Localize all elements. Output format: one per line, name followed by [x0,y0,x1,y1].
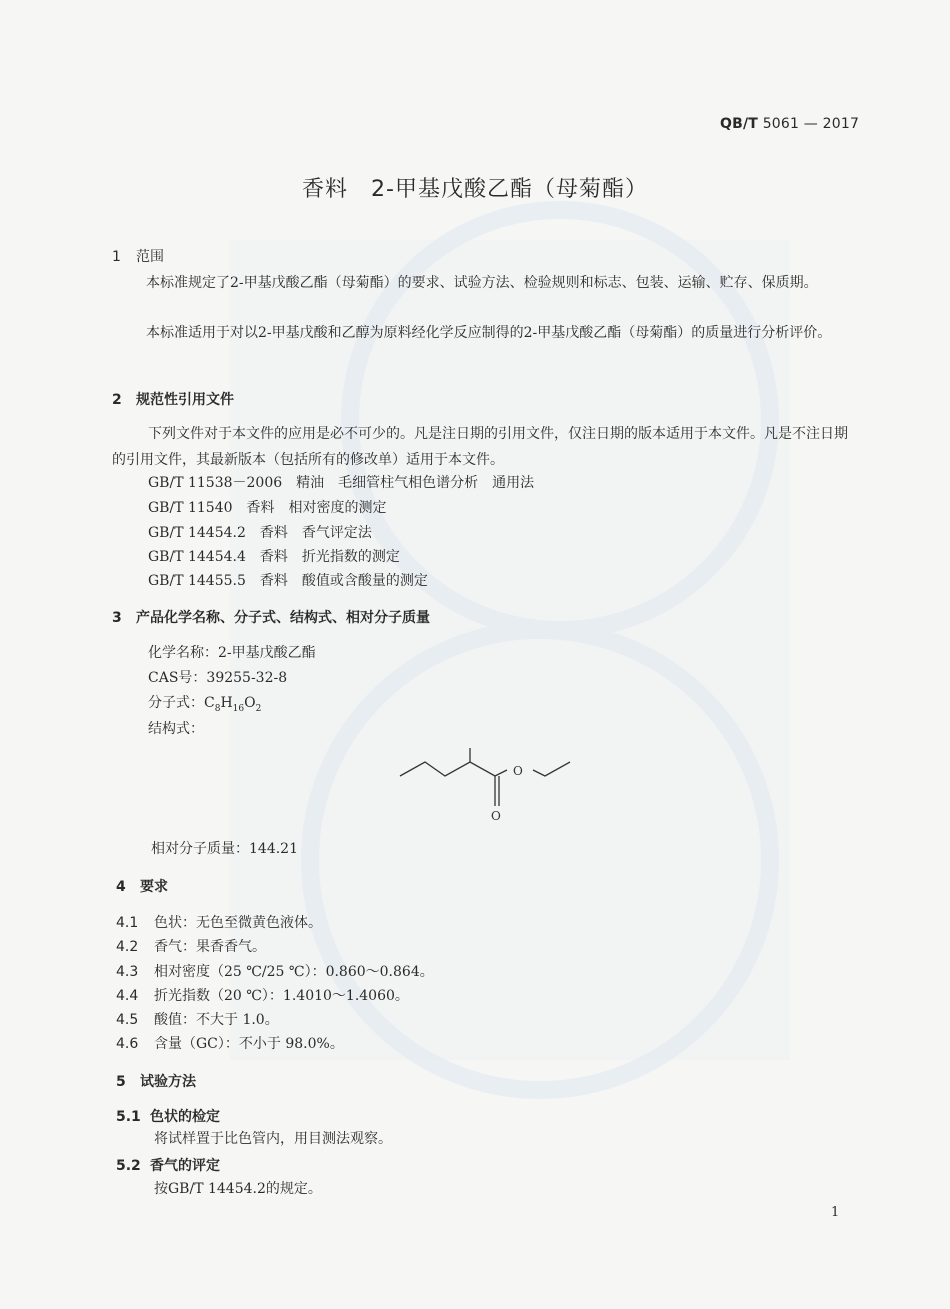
requirement-item: 4.3 相对密度（25 ℃/25 ℃）：0.860～0.864。 [116,964,434,980]
molecular-formula: 分子式：$C_8H_{16}O_2$ [148,695,262,714]
section-1-paragraph-1: 本标准规定了2-甲基戊酸乙酯（母菊酯）的要求、试验方法、检验规则和标志、包装、运输、贮存、保质期。 [146,275,818,291]
section-5-heading: 5 试验方法 [116,1074,196,1090]
requirement-item: 4.4 折光指数（20 ℃）：1.4010～1.4060。 [116,988,409,1004]
reference-item: GB/T 14455.5 香料 酸值或含酸量的测定 [148,573,428,589]
molecular-weight: 相对分子质量：144.21 [151,841,298,857]
subsection-5-2-text: 按GB/T 14454.2的规定。 [154,1181,322,1197]
reference-item: GB/T 11540 香料 相对密度的测定 [148,500,387,516]
section-2-heading: 2 规范性引用文件 [112,392,234,408]
section-4-heading: 4 要求 [116,879,168,895]
requirement-item: 4.5 酸值：不大于 1.0。 [116,1012,279,1028]
carbonyl-oxygen-atom: O [491,809,501,823]
structure-label: 结构式： [148,721,204,737]
section-2-paragraph: 下列文件对于本文件的应用是必不可少的。凡是注日期的引用文件，仅注日期的版本适用于本文件。凡是不注日期的引用文件，其最新版本（包括所有的修改单）适用于本文件。 [112,426,848,468]
subsection-5-1-heading: 5.1 色状的检定 [116,1109,220,1125]
ester-oxygen-atom: O [513,764,523,778]
page-number: 1 [831,1205,840,1220]
reference-item: GB/T 14454.4 香料 折光指数的测定 [148,549,400,565]
requirement-item: 4.6 含量（GC）：不小于 98.0%。 [116,1036,344,1052]
document-title: 香料 2-甲基戊酸乙酯（母菊酯） [302,177,648,202]
cas-number: CAS号：39255-32-8 [148,670,288,686]
requirement-item: 4.1 色状：无色至微黄色液体。 [116,915,322,931]
chemical-name: 化学名称：2-甲基戊酸乙酯 [148,645,316,661]
section-3-heading: 3 产品化学名称、分子式、结构式、相对分子质量 [112,610,430,626]
structural-formula-diagram [395,748,585,828]
subsection-5-2-heading: 5.2 香气的评定 [116,1158,220,1174]
section-1-heading: 1 范围 [112,249,164,265]
reference-item: GB/T 14454.2 香料 香气评定法 [148,525,372,541]
subsection-5-1-text: 将试样置于比色管内，用目测法观察。 [154,1131,392,1147]
section-1-paragraph-2: 本标准适用于对以2-甲基戊酸和乙醇为原料经化学反应制得的2-甲基戊酸乙酯（母菊酯）的质量进行分析评价。 [146,325,832,341]
requirement-item: 4.2 香气：果香香气。 [116,939,266,955]
standard-number: QB/T 5061 — 2017 [720,116,860,132]
reference-item: GB/T 11538－2006 精油 毛细管柱气相色谱分析 通用法 [148,475,535,491]
